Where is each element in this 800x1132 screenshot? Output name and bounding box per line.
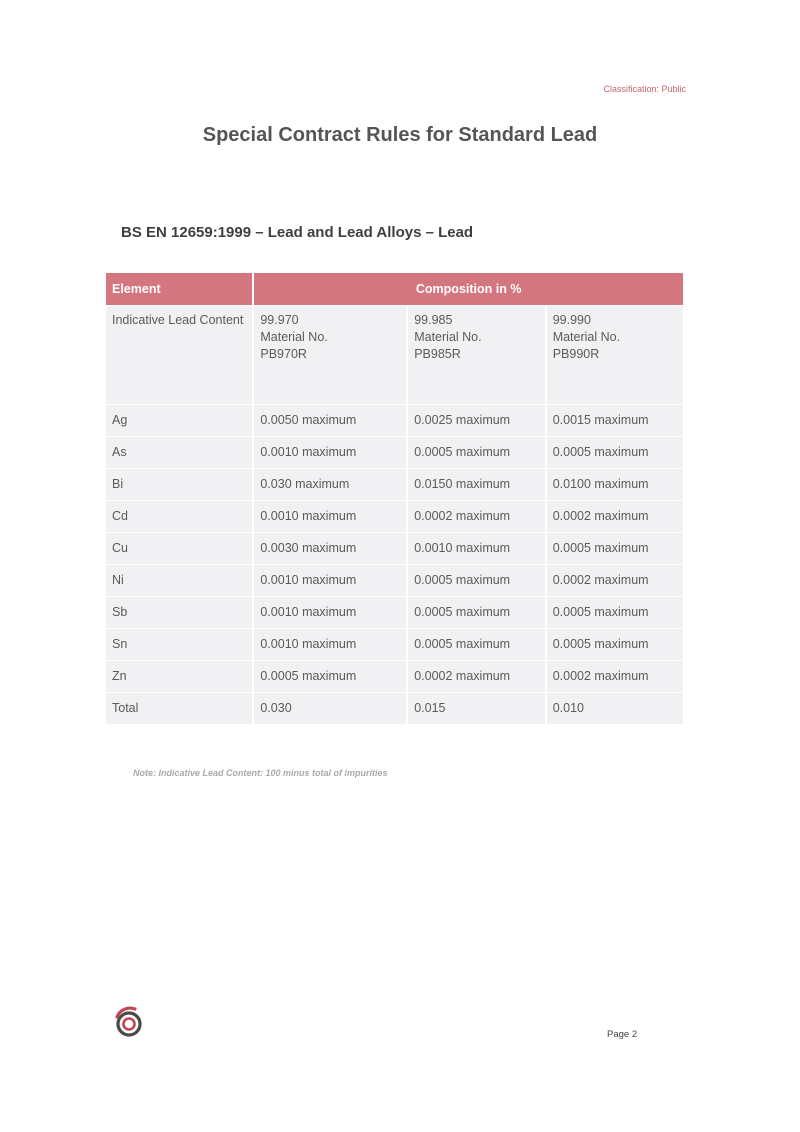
element-cell: As <box>106 437 254 469</box>
value-cell: 0.0015 maximum <box>547 405 683 437</box>
table-row <box>106 533 683 565</box>
element-cell: Sn <box>106 629 254 661</box>
value-cell: 0.0005 maximum <box>408 565 546 597</box>
value-cell: 0.0002 maximum <box>547 661 683 693</box>
value-cell: 0.0010 maximum <box>254 437 408 469</box>
value-cell: 0.0050 maximum <box>254 405 408 437</box>
value-cell: 0.030 <box>254 693 408 725</box>
value-cell: 0.0010 maximum <box>408 533 546 565</box>
value-cell: 0.015 <box>408 693 546 725</box>
grade-percent: 99.970 <box>260 313 299 327</box>
table-row <box>106 405 683 437</box>
grade-cell <box>254 306 408 405</box>
value-cell: 0.0010 maximum <box>254 565 408 597</box>
value-cell: 0.0005 maximum <box>254 661 408 693</box>
value-cell: 0.0002 maximum <box>547 501 683 533</box>
element-column-header: Element <box>106 273 254 306</box>
element-cell: Sb <box>106 597 254 629</box>
table-row <box>106 661 683 693</box>
table-row <box>106 565 683 597</box>
material-label: Material No. <box>552 330 621 344</box>
page-number: Page 2 <box>607 1029 638 1040</box>
value-cell: 0.0002 maximum <box>547 565 683 597</box>
page-title: Special Contract Rules for Standard Lead <box>202 124 598 146</box>
element-cell: Total <box>106 693 254 725</box>
grade-cell <box>408 306 546 405</box>
value-cell: 0.0005 maximum <box>547 597 683 629</box>
value-cell: 0.0005 maximum <box>408 437 546 469</box>
classification-label: Classification: Public <box>603 84 686 94</box>
element-cell: Cd <box>106 501 254 533</box>
value-cell: 0.0100 maximum <box>547 469 683 501</box>
material-number: PB970R <box>260 347 307 361</box>
value-cell: 0.0002 maximum <box>408 661 546 693</box>
lead-content-row <box>106 306 683 405</box>
table-row <box>106 629 683 661</box>
value-cell: 0.010 <box>547 693 683 725</box>
value-cell: 0.0030 maximum <box>254 533 408 565</box>
lead-content-label: Indicative Lead Content <box>106 306 254 405</box>
value-cell: 0.0005 maximum <box>408 597 546 629</box>
grade-percent: 99.990 <box>552 313 591 327</box>
material-label: Material No. <box>414 330 482 344</box>
table-header-row <box>106 273 683 306</box>
material-number: PB985R <box>414 347 461 361</box>
value-cell: 0.0010 maximum <box>254 597 408 629</box>
table-row-total <box>106 693 683 725</box>
element-cell: Cu <box>106 533 254 565</box>
grade-cell <box>547 306 683 405</box>
value-cell: 0.0005 maximum <box>408 629 546 661</box>
table-row <box>106 501 683 533</box>
value-cell: 0.0002 maximum <box>408 501 546 533</box>
element-cell: Zn <box>106 661 254 693</box>
table-row <box>106 437 683 469</box>
table-row <box>106 597 683 629</box>
material-label: Material No. <box>260 330 328 344</box>
table-row <box>106 469 683 501</box>
section-subtitle: BS EN 12659:1999 – Lead and Lead Alloys – Lead <box>121 224 474 241</box>
element-cell: Bi <box>106 469 254 501</box>
composition-table <box>106 273 683 725</box>
footnote: Note: Indicative Lead Content: 100 minus total of impurities <box>133 768 388 778</box>
element-cell: Ag <box>106 405 254 437</box>
composition-column-header: Composition in % <box>254 273 683 306</box>
element-cell: Ni <box>106 565 254 597</box>
value-cell: 0.0005 maximum <box>547 437 683 469</box>
material-number: PB990R <box>552 347 600 361</box>
value-cell: 0.0010 maximum <box>254 629 408 661</box>
company-logo-icon <box>112 1005 146 1039</box>
value-cell: 0.030 maximum <box>254 469 408 501</box>
grade-percent: 99.985 <box>414 313 453 327</box>
value-cell: 0.0010 maximum <box>254 501 408 533</box>
value-cell: 0.0025 maximum <box>408 405 546 437</box>
value-cell: 0.0150 maximum <box>408 469 546 501</box>
value-cell: 0.0005 maximum <box>547 629 683 661</box>
value-cell: 0.0005 maximum <box>547 533 683 565</box>
